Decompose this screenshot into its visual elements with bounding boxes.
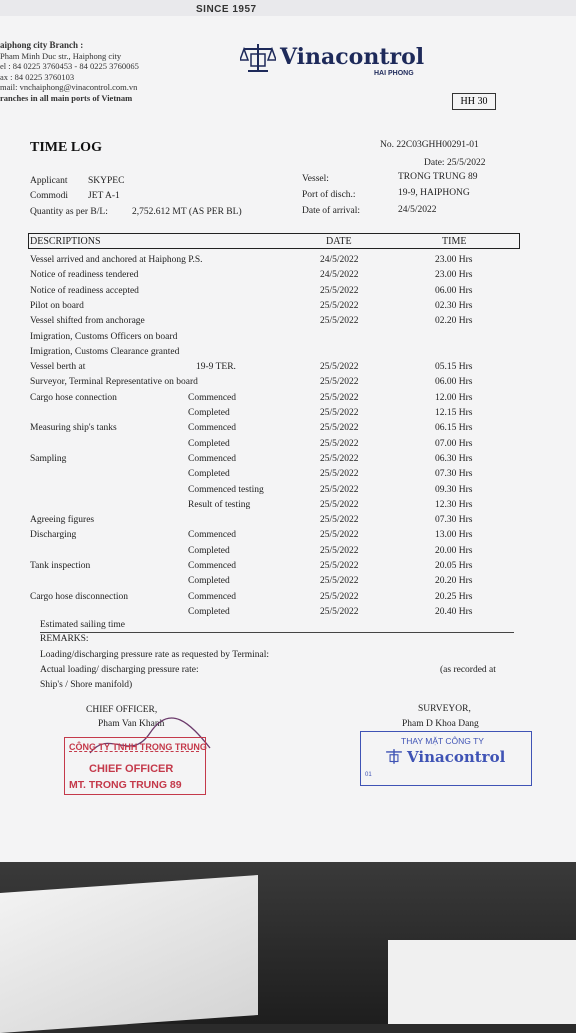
- stamp-red-line: MT. TRONG TRUNG 89: [69, 779, 182, 791]
- table-cell-sub: Completed: [188, 438, 230, 449]
- vinacontrol-logo: [240, 42, 425, 79]
- surveyor-title: SURVEYOR,: [418, 704, 471, 714]
- table-cell-description: Agreeing figures: [30, 515, 95, 526]
- table-cell-time: 20.25 Hrs: [435, 591, 473, 602]
- table-cell-sub: 19-9 TER.: [196, 362, 236, 373]
- column-header-date: DATE: [326, 236, 352, 247]
- table-cell-time: 20.20 Hrs: [435, 576, 473, 587]
- table-cell-sub: Commenced: [188, 591, 237, 602]
- table-cell-sub: Completed: [188, 606, 230, 617]
- stamp-blue-logo: Vinacontrol: [407, 748, 506, 766]
- branch-name: aiphong city Branch :: [0, 40, 84, 50]
- scales-icon: [383, 748, 405, 766]
- table-cell-time: 20.05 Hrs: [435, 561, 473, 571]
- branch-line: el : 84 0225 3760453 - 84 0225 3760065: [0, 61, 139, 71]
- table-cell-time: 02.30 Hrs: [435, 300, 473, 311]
- table-cell-time: 05.15 Hrs: [435, 362, 473, 373]
- estimated-sailing-label: Estimated sailing time: [40, 620, 125, 630]
- table-cell-description: Measuring ship's tanks: [30, 423, 117, 434]
- page-title: TIME LOG: [30, 140, 102, 155]
- chief-officer-title: CHIEF OFFICER,: [86, 705, 158, 715]
- table-cell-time: 12.30 Hrs: [435, 499, 473, 510]
- table-cell-sub: Commenced: [188, 392, 237, 403]
- table-cell-date: 25/5/2022: [320, 392, 359, 403]
- table-cell-description: Vessel shifted from anchorage: [30, 316, 145, 327]
- vessel-value: TRONG TRUNG 89: [398, 172, 478, 182]
- table-cell-description: Imigration, Customs Officers on board: [30, 331, 178, 342]
- table-cell-time: 07.30 Hrs: [435, 469, 473, 480]
- table-cell-time: 13.00 Hrs: [435, 530, 473, 541]
- table-cell-description: Sampling: [30, 453, 67, 464]
- table-cell-date: 25/5/2022: [320, 591, 359, 602]
- table-cell-time: 07.00 Hrs: [435, 438, 473, 449]
- chief-officer-name: Pham Van Khanh: [98, 719, 165, 729]
- stamp-blue-line: 01: [365, 772, 372, 778]
- table-cell-time: 20.00 Hrs: [435, 545, 473, 556]
- table-cell-description: Notice of readiness tendered: [30, 270, 139, 281]
- table-cell-description: Cargo hose connection: [30, 392, 117, 403]
- stamp-red-line: CHIEF OFFICER: [89, 763, 174, 775]
- table-cell-date: 25/5/2022: [320, 469, 359, 480]
- table-cell-date: 25/5/2022: [320, 545, 359, 556]
- port-value: 19-9, HAIPHONG: [398, 188, 470, 198]
- since-text: SINCE 1957: [196, 4, 257, 15]
- arrival-value: 24/5/2022: [398, 205, 437, 215]
- branch-address: [0, 40, 139, 103]
- vessel-label: Vessel:: [302, 174, 329, 184]
- remarks-line: Ship's / Shore manifold): [40, 680, 133, 690]
- table-cell-description: Imigration, Customs Clearance granted: [30, 346, 180, 357]
- table-cell-date: 25/5/2022: [320, 606, 359, 617]
- branch-line: ranches in all main ports of Vietnam: [0, 92, 133, 103]
- surveyor-name: Pham D Khoa Dang: [402, 719, 479, 729]
- table-cell-description: Notice of readiness accepted: [30, 285, 139, 296]
- table-cell-sub: Result of testing: [188, 499, 251, 510]
- table-cell-description: Pilot on board: [30, 300, 84, 311]
- company-stamp-red: [64, 737, 206, 795]
- logo-sub: HAI PHONG: [374, 70, 414, 77]
- logo-name: Vinacontrol: [280, 44, 425, 70]
- remarks-heading: REMARKS:: [40, 634, 89, 644]
- table-cell-date: 25/5/2022: [320, 377, 359, 388]
- table-cell-time: 12.00 Hrs: [435, 392, 473, 403]
- table-cell-time: 02.20 Hrs: [435, 316, 473, 327]
- document-date: Date: 25/5/2022: [424, 158, 486, 168]
- table-cell-time: 06.00 Hrs: [435, 377, 473, 388]
- quantity-value: 2,752.612 MT (AS PER BL): [132, 207, 242, 217]
- table-cell-date: 25/5/2022: [320, 453, 359, 464]
- stamp-divider: [69, 751, 199, 752]
- stamp-red-line: CÔNG TY TNHH TRỌNG TRUNG: [69, 742, 207, 752]
- table-cell-date: 25/5/2022: [320, 316, 359, 327]
- table-cell-time: 20.40 Hrs: [435, 606, 473, 617]
- table-cell-time: 06.15 Hrs: [435, 423, 473, 434]
- table-cell-sub: Commenced: [188, 423, 237, 434]
- applicant-label: Applicant: [30, 176, 68, 186]
- table-cell-date: 25/5/2022: [320, 499, 359, 510]
- table-cell-sub: Completed: [188, 545, 230, 556]
- form-code-box: HH 30: [452, 93, 496, 110]
- remarks-line: Actual loading/ discharging pressure rate:: [40, 665, 199, 675]
- table-cell-date: 24/5/2022: [320, 255, 359, 265]
- table-cell-time: 23.00 Hrs: [435, 270, 473, 281]
- table-cell-date: 25/5/2022: [320, 515, 359, 526]
- table-cell-time: 06.00 Hrs: [435, 285, 473, 296]
- table-cell-date: 25/5/2022: [320, 576, 359, 587]
- table-cell-sub: Completed: [188, 469, 230, 480]
- table-cell-date: 25/5/2022: [320, 530, 359, 541]
- column-header-time: TIME: [442, 236, 467, 247]
- table-cell-time: 07.30 Hrs: [435, 515, 473, 526]
- branch-line: Pham Minh Duc str., Haiphong city: [0, 50, 122, 61]
- table-cell-time: 12.15 Hrs: [435, 408, 473, 418]
- table-cell-description: Vessel berth at: [30, 362, 86, 373]
- table-cell-sub: Commenced: [188, 453, 237, 464]
- table-cell-time: 23.00 Hrs: [435, 255, 473, 265]
- table-cell-time: 06.30 Hrs: [435, 453, 473, 464]
- table-cell-description: Tank inspection: [30, 561, 91, 571]
- table-cell-date: 25/5/2022: [320, 438, 359, 449]
- arrival-label: Date of arrival:: [302, 206, 361, 216]
- branch-line: mail: vnchaiphong@vinacontrol.com.vn: [0, 82, 138, 92]
- commodity-value: JET A-1: [88, 191, 120, 201]
- remarks-note: (as recorded at: [440, 665, 496, 675]
- table-cell-sub: Commenced testing: [188, 484, 264, 495]
- table-cell-date: 25/5/2022: [320, 285, 359, 296]
- table-cell-date: 25/5/2022: [320, 423, 359, 434]
- quantity-label: Quantity as per B/L:: [30, 207, 108, 217]
- table-cell-sub: Commenced: [188, 530, 237, 541]
- table-cell-description: Surveyor, Terminal Representative on board: [30, 377, 198, 388]
- table-cell-date: 25/5/2022: [320, 484, 359, 495]
- port-label: Port of disch.:: [302, 190, 356, 200]
- table-cell-sub: Commenced: [188, 561, 237, 571]
- table-cell-description: Discharging: [30, 530, 77, 541]
- table-cell-date: 24/5/2022: [320, 270, 359, 281]
- branch-line: ax : 84 0225 3760103: [0, 71, 75, 82]
- table-cell-date: 25/5/2022: [320, 300, 359, 311]
- applicant-value: SKYPEC: [88, 176, 125, 186]
- scales-icon: [240, 42, 276, 74]
- table-cell-time: 09.30 Hrs: [435, 484, 473, 495]
- remarks-line: Loading/discharging pressure rate as requested by Terminal:: [40, 650, 270, 660]
- table-cell-sub: Completed: [188, 576, 230, 587]
- commodity-label: Commodi: [30, 191, 69, 201]
- column-header-descriptions: DESCRIPTIONS: [30, 236, 101, 247]
- company-stamp-blue: [360, 731, 532, 786]
- table-cell-date: 25/5/2022: [320, 408, 359, 418]
- divider: [40, 632, 514, 633]
- stamp-blue-line: THAY MẶT CÔNG TY: [401, 736, 484, 746]
- table-cell-description: Vessel arrived and anchored at Haiphong P.S.: [30, 255, 203, 265]
- table-cell-date: 25/5/2022: [320, 362, 359, 373]
- document-number: No. 22C03GHH00291-01: [380, 140, 479, 150]
- table-cell-description: Cargo hose disconnection: [30, 591, 128, 602]
- table-cell-date: 25/5/2022: [320, 561, 359, 571]
- table-cell-sub: Completed: [188, 408, 230, 418]
